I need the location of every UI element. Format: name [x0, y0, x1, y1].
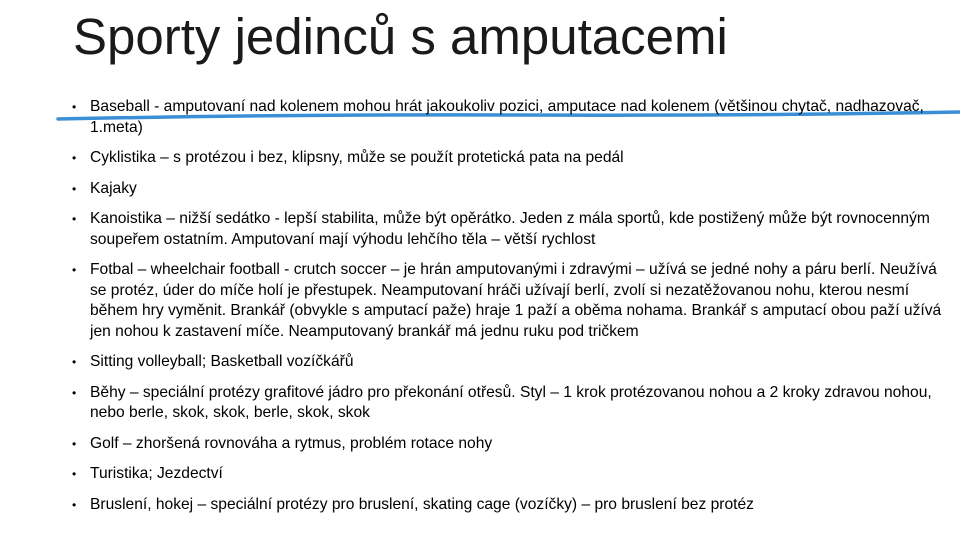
bullet-item-kajaky: [72, 179, 950, 200]
bullet-item-baseball: [72, 97, 950, 138]
bullet-text: Turistika; Jezdectví: [90, 465, 223, 482]
bullet-item-golf: [72, 434, 950, 455]
bullet-text: Běhy – speciální protézy grafitové jádro pro překonání otřesů. Styl – 1 krok protézovanou nohou a 2 kroky zdravou nohou, nebo berle, skok, skok, berle, skok, skok: [90, 383, 932, 421]
bullet-text: Cyklistika – s protézou i bez, klipsny, může se použít protetická pata na pedál: [90, 149, 624, 166]
bullet-dot: •: [72, 151, 77, 165]
bullet-item-cyklistika: [72, 148, 950, 169]
bullet-dot: •: [72, 263, 77, 277]
bullet-list: [72, 97, 950, 525]
bullet-text: Fotbal – wheelchair football - crutch soccer – je hrán amputovanými i zdravými – užívá se jedné nohy a páru berlí. Neužívá se protéz, úder do míče holí je přestupek. Neamputovaní hráči užívají berlí, zvolí si nezatěžovanou nohu, kterou nesmí během hry vyměnit. Brankář (obvykle s amputací paže) hraje 1 paží a oběma nohama. Brankář s amputací obou paží užívá jen nohou k zastavení míče. Neamputovaný brankář má jednu ruku pod tričkem: [90, 261, 942, 340]
bullet-dot: •: [72, 181, 77, 196]
bullet-dot: •: [72, 436, 77, 451]
bullet-item-turistika: [72, 464, 950, 485]
bullet-text: Sitting volleyball; Basketball vozíčkářů: [90, 353, 354, 370]
bullet-text: Baseball - amputovaní nad kolenem mohou hrát jakoukoliv pozici, amputace nad kolenem (většinou chytač, nadhazovač, 1.meta): [90, 98, 924, 136]
bullet-text: Golf – zhoršená rovnováha a rytmus, problém rotace nohy: [90, 434, 493, 452]
bullet-item-kanoistika: [72, 209, 950, 250]
bullet-text: Kajaky: [90, 179, 137, 197]
bullet-text: Bruslení, hokej – speciální protézy pro bruslení, skating cage (vozíčky) – pro bruslení bez protéz: [90, 495, 754, 513]
bullet-dot: •: [72, 497, 77, 512]
slide-title: Sporty jedinců s amputacemi: [73, 8, 728, 65]
bullet-dot: •: [72, 355, 77, 369]
bullet-text: Kanoistika – nižší sedátko - lepší stabilita, může být opěrátko. Jeden z mála sportů, kde postižený může být rovnocenným soupeřem ostatním. Amputovaní mají výhodu lehčího těla – větší rychlost: [90, 210, 930, 248]
bullet-item-behy: [72, 383, 950, 424]
bullet-dot: •: [72, 100, 77, 114]
bullet-dot: •: [72, 212, 77, 226]
bullet-item-sitting-volleyball: [72, 352, 950, 373]
bullet-item-fotbal: [72, 260, 950, 342]
bullet-dot: •: [72, 467, 77, 481]
bullet-dot: •: [72, 385, 77, 400]
bullet-item-brusleni: [72, 495, 950, 516]
